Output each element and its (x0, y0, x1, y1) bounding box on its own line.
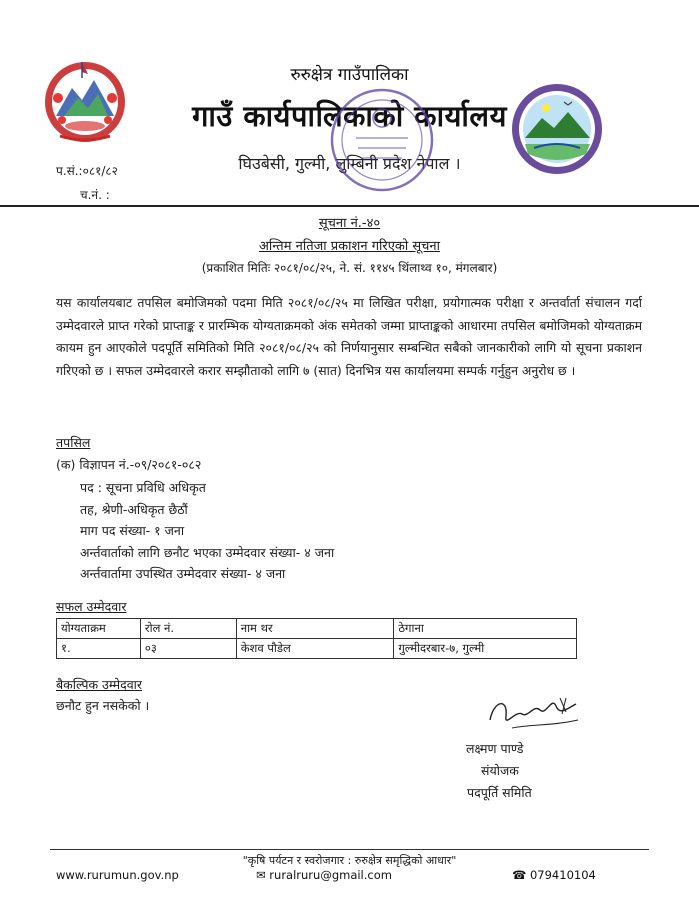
name-cell: केशव पौडेल (236, 639, 394, 659)
shortlisted-count: अर्न्तवार्ताको लागि छनौट भएका उम्मेदवार संख्या- ४ जना (80, 545, 335, 560)
details-heading: तपसिल (56, 435, 91, 450)
post-level: तह, श्रेणी-अधिकृत छैठौं (80, 502, 188, 517)
office-stamp (328, 86, 436, 194)
roll-cell: ०३ (140, 639, 236, 659)
present-count: अर्न्तवार्तामा उपस्थित उम्मेदवार संख्या- ४ जना (80, 566, 286, 581)
signatory-name: लक्ष्मण पाण्डे (466, 741, 524, 756)
phone-icon: ☎ (512, 868, 527, 882)
post-name: पद : सूचना प्रविधि अधिकृत (80, 480, 206, 495)
results-table (56, 618, 577, 659)
notice-number: सूचना नं.-४० (318, 216, 381, 231)
dispatch-number: च.नं. : (80, 188, 110, 202)
municipality-name: रुरुक्षेत्र गाउँपालिका (290, 65, 409, 85)
column-header: नाम थर (236, 619, 394, 639)
committee-name: पदपूर्ति समिति (467, 785, 532, 800)
footer-slogan: "कृषि पर्यटन र स्वरोजगार : रुरुक्षेत्र समृद्धिको आधार" (242, 854, 457, 867)
column-header: ठेगाना (394, 619, 577, 639)
handwritten-signature (482, 690, 592, 738)
website-link[interactable]: www.rurumun.gov.np (56, 868, 179, 882)
publish-date: (प्रकाशित मितिः २०८१/०८/२५, ने. सं. ११४५ थिंलाथ्व १०, मंगलबार) (201, 261, 498, 275)
table-row (57, 639, 577, 659)
office-address: घिउबेसी, गुल्मी, लुम्बिनी प्रदेश नेपाल । (238, 154, 461, 173)
rank-cell: १. (57, 639, 141, 659)
address-cell: गुल्मीदरबार-७, गुल्मी (394, 639, 577, 659)
letter-number: प.सं.:०८१/८२ (56, 164, 118, 178)
header-divider (0, 205, 699, 207)
office-title: गाउँ कार्यपालिकाको कार्यालय (192, 99, 507, 133)
footer-divider (50, 849, 649, 850)
column-header: योग्यताक्रम (57, 619, 141, 639)
ad-number: (क) विज्ञापन नं.-०९/२०८१-०८२ (56, 457, 202, 472)
notice-heading: अन्तिम नतिजा प्रकाशन गरिएको सूचना (259, 239, 440, 254)
alternate-text: छनौट हुन नसकेको । (56, 698, 150, 713)
alternate-heading: बैकल्पिक उम्मेदवार (56, 677, 143, 692)
email-contact[interactable]: ✉ ruralruru@gmail.com (256, 868, 392, 882)
phone-contact[interactable]: ☎ 079410104 (512, 868, 596, 882)
mail-icon: ✉ (256, 868, 266, 882)
results-heading: सफल उम्मेदवार (56, 599, 127, 614)
notice-body: यस कार्यालयबाट तपसिल बमोजिमको पदमा मिति २०८१/०८/२५ मा लिखित परीक्षा, प्रयोगात्मक परीक्षा र अन्तर्वार्ता संचालन गर्दा उम्मेदवारले प्राप्त गरेको प्राप्ताङ्क र प्रारम्भिक योग्यताक्रमको अंक समेतको जम्मा प्राप्ताङ्कको आधारमा तपसिल बमोजिमको योग्यताक्रम कायम हुन आएकोले पदपूर्ति समितिको मिति २०८१/०८/२५ को निर्णयानुसार सम्बन्धित सबैको जानकारीको लागि यो सूचना प्रकाशन गरिएको छ । सफल उम्मेदवारले करार सम्झौताको लागि ७ (सात) दिनभित्र यस कार्यालयमा सम्पर्क गर्नुहुन अनुरोध छ । (56, 295, 642, 378)
table-header-row (57, 619, 577, 639)
column-header: रोल नं. (140, 619, 236, 639)
signatory-role: संयोजक (481, 763, 519, 778)
demand-count: माग पद संख्या- १ जना (80, 523, 185, 538)
